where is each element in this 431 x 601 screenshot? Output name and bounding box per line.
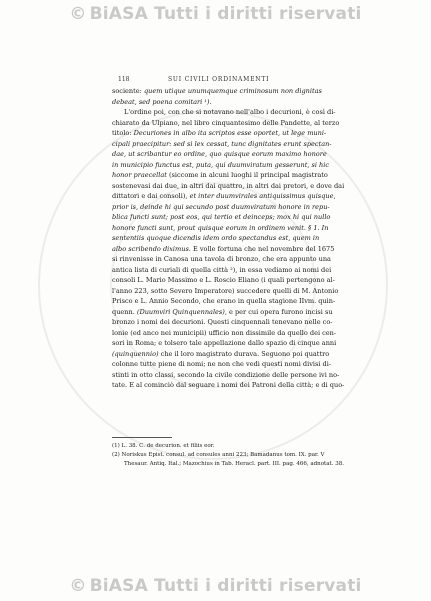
text-span: L'ordine poi, con che si notavano nell'albo i decurioni, è così di- [124, 108, 336, 116]
italic-span: Decuriones in albo ita scriptos esse oportet, ut lege muni- [133, 129, 327, 137]
text-line [112, 212, 398, 223]
text-line [112, 338, 398, 349]
text-span: dittatori e dai consoli), [112, 192, 190, 200]
text-line [112, 149, 398, 160]
italic-span: blica functi sunt; post eos, qui tertio et deinceps; mox hi qui nullo [112, 213, 331, 221]
text-span: chiarato da Ulpiano, nel libro cinquantesimo delle Pandette, al terzo [112, 118, 340, 127]
watermark-bottom [0, 576, 431, 596]
footnote-rule [112, 437, 172, 438]
italic-span: in municipio functus est, puta, qui duumviratum gesserunt, si hic [112, 160, 330, 169]
text-line [112, 160, 398, 171]
text-line [112, 349, 398, 360]
text-line [112, 170, 398, 181]
text-span: lonie (ed anco nei municipii) ufficio non dissimile da quello dei cen- [112, 328, 337, 337]
text-line [112, 107, 398, 118]
italic-span: cipali praecipitur: sed si lex cessat, tunc dignitates erunt spectan- [112, 139, 332, 148]
text-line [112, 359, 398, 370]
italic-span: quem utique unumquemque criminosum non dignitas [143, 87, 322, 95]
text-span: E volle fortuna che nel novembre del 1675 [192, 244, 335, 253]
text-line [112, 191, 398, 202]
text-span: si rinvenisse in Canosa una tavola di bronzo, che era appunto una [112, 255, 331, 263]
italic-span: debeat, sed poena comitari ¹). [112, 97, 212, 106]
italic-span: et inter duumvirales antiquissimus quisque, [189, 192, 336, 200]
text-span: sociente: [112, 87, 144, 95]
text-line [112, 233, 398, 244]
text-span: , e per cui opera furono incisi su [224, 307, 333, 316]
page-number: 118 [118, 76, 130, 83]
running-head [118, 76, 393, 86]
watermark-text: BiASA Tutti i diritti riservati [89, 576, 362, 596]
text-span: l'anno 223, sotto Severo Imperatore) succedere quelli di M. Antonio [112, 286, 339, 295]
watermark-top [0, 4, 431, 24]
text-span: (siccome in alcuni luoghi il principal magistrato [168, 171, 328, 179]
footnotes [112, 442, 398, 469]
italic-span: albo scribendo diximus. [112, 244, 193, 253]
italic-span: (quinquennio) [112, 349, 161, 358]
italic-span: honor praecellat [112, 171, 169, 179]
footnote: (2) Noriskus Epist. consul. ad consules anni 223; Bamadanus tom. IX. par. V [112, 452, 325, 458]
text-line [112, 202, 398, 213]
footnote: (1) L. 38. C. de decurion. et filiis eor. [112, 443, 215, 449]
text-line [112, 244, 398, 255]
text-span: che il loro magistrato durava. Seguono poi quattro [160, 349, 330, 358]
text-line [112, 97, 398, 108]
running-title: SUI CIVILI ORDINAMENTI [168, 76, 270, 83]
footnote: Thesaur. Antiq. Ital.; Mazochius in Tab. Heracl. part. III. pag. 466, adnotat. 38. [124, 461, 344, 467]
text-line [112, 307, 398, 318]
text-span: antica lista di curiali di quella città ²), in essa vediamo ai nomi dei [112, 265, 332, 274]
text-span: colonne tutte piene di nomi; ne non che vedi questi nomi divisi di- [112, 360, 332, 368]
italic-span: sententiis quoque dicendis idem ordo spectandus est, quem in [112, 234, 320, 242]
text-span: Prisco e L. Annio Secondo, che erano in quella stagione IIvm. quin- [112, 297, 336, 305]
text-span: consoli L. Mario Massimo e L. Roscio Eliano (i quali pertengono al- [112, 276, 335, 284]
text-span: sori in Roma; e tolsero tale appellazione dallo spazio di cinque anni [112, 339, 337, 347]
text-span: tate. E al cominciò dal seguare i nomi dei Patroni della città; e di quo- [112, 381, 345, 389]
text-line [112, 118, 398, 129]
text-line [112, 328, 398, 339]
italic-span: dae, ut scribantur eo ordine, quo quisque eorum maximo honore [112, 150, 327, 158]
text-line [112, 254, 398, 265]
italic-span: prior is, deinde hi qui secundo post duumviratum honore in repu- [112, 202, 330, 211]
text-line [112, 223, 398, 234]
text-line [112, 370, 398, 381]
text-line [112, 380, 398, 391]
text-span: stinti in otto classi, secondo la civile condizione delle persone ivi no- [112, 370, 340, 379]
italic-span: honore functi sunt, prout quisque eorum in ordinem venit. § 1. In [112, 223, 329, 232]
text-span: quenn. [112, 307, 137, 316]
body-text [112, 86, 398, 391]
text-span: sostenevasi dai due, in altri dai quattro, in altri dai pretori, e dove dai [112, 181, 345, 190]
text-span: bronzo i nomi dei decurioni. Questi cinquennali tenevano nelle co- [112, 318, 333, 326]
copyright-icon: © [69, 4, 87, 24]
text-line [112, 139, 398, 150]
copyright-icon: © [69, 576, 87, 596]
text-line [112, 317, 398, 328]
text-line [112, 265, 398, 276]
italic-span: (Duumviri Quinquennales) [136, 307, 225, 316]
text-line [112, 286, 398, 297]
text-line [112, 86, 398, 97]
text-line [112, 181, 398, 192]
text-line [112, 296, 398, 307]
text-line [112, 275, 398, 286]
text-line [112, 128, 398, 139]
text-span: titolo: [112, 129, 134, 137]
watermark-text: BiASA Tutti i diritti riservati [89, 4, 362, 24]
